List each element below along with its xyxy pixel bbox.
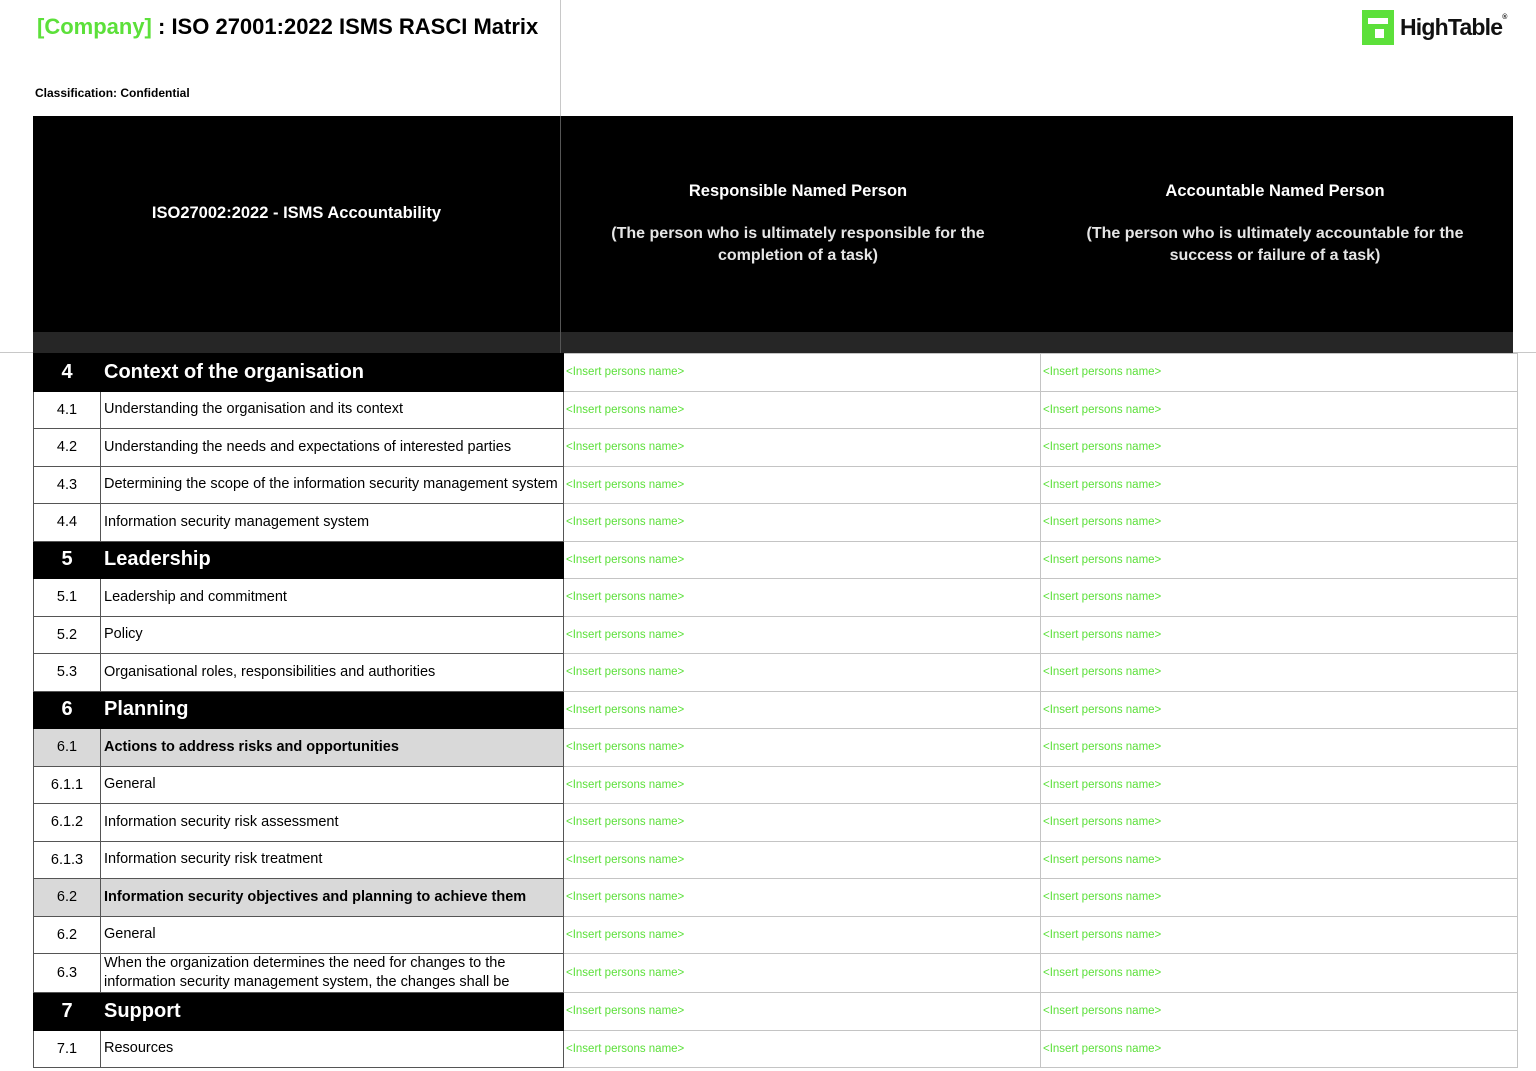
accountable-person-cell[interactable]: <Insert persons name>	[1041, 691, 1518, 729]
logo-text: HighTable®	[1400, 14, 1507, 40]
table-row	[34, 579, 1518, 617]
clause-number: 7.1	[34, 1030, 101, 1068]
responsible-person-cell[interactable]: <Insert persons name>	[564, 916, 1041, 954]
document-title	[37, 14, 538, 40]
accountable-person-cell[interactable]: <Insert persons name>	[1041, 916, 1518, 954]
section-row	[34, 541, 1518, 579]
clause-description: Information security management system	[101, 504, 564, 542]
clause-description: General	[101, 916, 564, 954]
clause-description: Resources	[101, 1030, 564, 1068]
responsible-person-cell[interactable]: <Insert persons name>	[564, 654, 1041, 692]
rasci-table	[33, 353, 1518, 1068]
clause-number: 6.2	[34, 879, 101, 917]
clause-number: 6.2	[34, 916, 101, 954]
accountable-person-cell[interactable]: <Insert persons name>	[1041, 654, 1518, 692]
clause-description: Organisational roles, responsibilities and authorities	[101, 654, 564, 692]
table-row	[34, 466, 1518, 504]
clause-number: 6.1.3	[34, 841, 101, 879]
clause-number: 6.3	[34, 954, 101, 993]
table-row	[34, 954, 1518, 993]
accountable-person-cell[interactable]: <Insert persons name>	[1041, 504, 1518, 542]
responsible-person-cell[interactable]: <Insert persons name>	[564, 541, 1041, 579]
accountable-person-cell[interactable]: <Insert persons name>	[1041, 954, 1518, 993]
accountable-person-cell[interactable]: <Insert persons name>	[1041, 993, 1518, 1031]
accountable-person-cell[interactable]: <Insert persons name>	[1041, 579, 1518, 617]
section-row	[34, 993, 1518, 1031]
clause-description: Information security risk assessment	[101, 804, 564, 842]
responsible-person-cell[interactable]: <Insert persons name>	[564, 354, 1041, 392]
clause-description: Understanding the needs and expectations of interested parties	[101, 429, 564, 467]
accountable-person-cell[interactable]: <Insert persons name>	[1041, 466, 1518, 504]
responsible-person-cell[interactable]: <Insert persons name>	[564, 691, 1041, 729]
responsible-person-cell[interactable]: <Insert persons name>	[564, 579, 1041, 617]
header-responsible-title: Responsible Named Person	[688, 181, 908, 200]
responsible-person-cell[interactable]: <Insert persons name>	[564, 879, 1041, 917]
header-responsible-desc: (The person who is ultimately responsible for the completion of a task)	[611, 224, 985, 264]
responsible-person-cell[interactable]: <Insert persons name>	[564, 993, 1041, 1031]
table-row	[34, 841, 1518, 879]
accountable-person-cell[interactable]: <Insert persons name>	[1041, 1030, 1518, 1068]
clause-description: Support	[101, 993, 564, 1031]
responsible-person-cell[interactable]: <Insert persons name>	[564, 841, 1041, 879]
header-responsible	[561, 116, 1035, 332]
company-placeholder: [Company]	[37, 14, 152, 39]
clause-number: 5	[34, 541, 101, 579]
header-accountable	[1037, 116, 1513, 332]
clause-number: 5.1	[34, 579, 101, 617]
clause-number: 6.1.2	[34, 804, 101, 842]
hightable-logo-icon	[1362, 10, 1394, 45]
accountable-person-cell[interactable]: <Insert persons name>	[1041, 766, 1518, 804]
responsible-person-cell[interactable]: <Insert persons name>	[564, 391, 1041, 429]
clause-description: Understanding the organisation and its context	[101, 391, 564, 429]
clause-description: Leadership	[101, 541, 564, 579]
accountable-person-cell[interactable]: <Insert persons name>	[1041, 541, 1518, 579]
responsible-person-cell[interactable]: <Insert persons name>	[564, 616, 1041, 654]
clause-number: 4.3	[34, 466, 101, 504]
table-row	[34, 616, 1518, 654]
table-row	[34, 804, 1518, 842]
responsible-person-cell[interactable]: <Insert persons name>	[564, 1030, 1041, 1068]
clause-number: 6	[34, 691, 101, 729]
accountable-person-cell[interactable]: <Insert persons name>	[1041, 616, 1518, 654]
clause-description: Determining the scope of the information security management system	[101, 466, 564, 504]
clause-description: Information security risk treatment	[101, 841, 564, 879]
clause-description: General	[101, 766, 564, 804]
table-row	[34, 729, 1518, 767]
column-divider	[560, 0, 561, 116]
clause-number: 7	[34, 993, 101, 1031]
clause-description: Leadership and commitment	[101, 579, 564, 617]
responsible-person-cell[interactable]: <Insert persons name>	[564, 466, 1041, 504]
responsible-person-cell[interactable]: <Insert persons name>	[564, 504, 1041, 542]
clause-number: 4	[34, 354, 101, 392]
clause-number: 6.1	[34, 729, 101, 767]
responsible-person-cell[interactable]: <Insert persons name>	[564, 766, 1041, 804]
header-accountable-desc: (The person who is ultimately accountable for the success or failure of a task)	[1086, 224, 1464, 264]
clause-number: 5.3	[34, 654, 101, 692]
accountable-person-cell[interactable]: <Insert persons name>	[1041, 354, 1518, 392]
accountable-person-cell[interactable]: <Insert persons name>	[1041, 841, 1518, 879]
responsible-person-cell[interactable]: <Insert persons name>	[564, 804, 1041, 842]
accountable-person-cell[interactable]: <Insert persons name>	[1041, 429, 1518, 467]
accountable-person-cell[interactable]: <Insert persons name>	[1041, 879, 1518, 917]
table-row	[34, 766, 1518, 804]
accountable-person-cell[interactable]: <Insert persons name>	[1041, 391, 1518, 429]
table-row	[34, 654, 1518, 692]
title-text: : ISO 27001:2022 ISMS RASCI Matrix	[151, 14, 539, 39]
responsible-person-cell[interactable]: <Insert persons name>	[564, 429, 1041, 467]
table-row	[34, 1030, 1518, 1068]
clause-number: 4.1	[34, 391, 101, 429]
clause-description: Information security objectives and planning to achieve them	[101, 879, 564, 917]
table-row	[34, 504, 1518, 542]
header-accountability	[33, 116, 560, 332]
responsible-person-cell[interactable]: <Insert persons name>	[564, 954, 1041, 993]
header-accountable-title: Accountable Named Person	[1165, 181, 1385, 200]
section-row	[34, 691, 1518, 729]
clause-number: 5.2	[34, 616, 101, 654]
clause-description: Context of the organisation	[101, 354, 564, 392]
hightable-logo	[1362, 10, 1507, 45]
accountable-person-cell[interactable]: <Insert persons name>	[1041, 729, 1518, 767]
clause-description: Actions to address risks and opportunities	[101, 729, 564, 767]
responsible-person-cell[interactable]: <Insert persons name>	[564, 729, 1041, 767]
section-row	[34, 354, 1518, 392]
table-row	[34, 879, 1518, 917]
classification-label: Classification: Confidential	[35, 86, 190, 100]
table-row	[34, 391, 1518, 429]
clause-number: 6.1.1	[34, 766, 101, 804]
clause-description: When the organization determines the need for changes to the information security management system, the changes shall be	[101, 954, 564, 993]
clause-description: Policy	[101, 616, 564, 654]
table-row	[34, 429, 1518, 467]
table-header-band	[33, 332, 1513, 353]
clause-number: 4.2	[34, 429, 101, 467]
header-accountability-label: ISO27002:2022 - ISMS Accountability	[151, 203, 442, 222]
clause-number: 4.4	[34, 504, 101, 542]
clause-description: Planning	[101, 691, 564, 729]
accountable-person-cell[interactable]: <Insert persons name>	[1041, 804, 1518, 842]
table-row	[34, 916, 1518, 954]
